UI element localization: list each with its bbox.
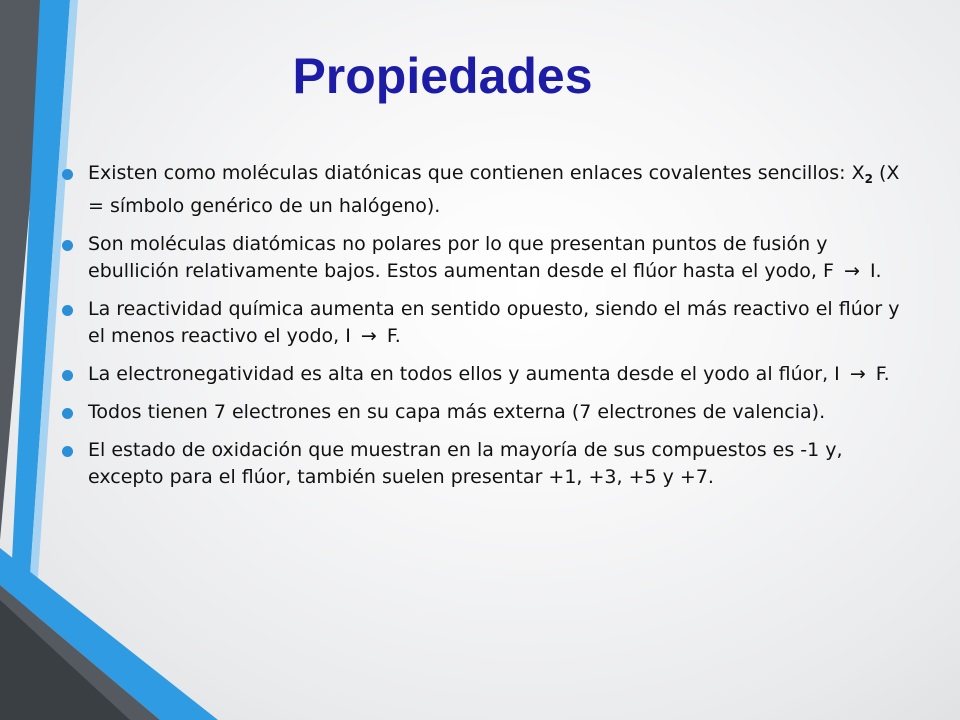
bullet-text: F. bbox=[875, 363, 890, 385]
slide-title: Propiedades bbox=[292, 48, 593, 104]
bullet-dot bbox=[62, 408, 73, 419]
bullet-item bbox=[62, 160, 912, 220]
bullet-item bbox=[62, 231, 912, 285]
bullet-dot bbox=[62, 240, 73, 251]
bullet-text: (X = símbolo genérico de un halógeno). bbox=[88, 162, 900, 217]
bullet-text: Son moléculas diatómicas no polares por lo que presentan puntos de fusión y ebullición relativamente bajos. Estos aumentan desde el flúor hasta el yodo, F bbox=[88, 233, 834, 282]
bullet-dot bbox=[62, 370, 73, 381]
bullet-text: I. bbox=[869, 260, 882, 282]
bullet-text: El estado de oxidación que muestran en la mayoría de sus compuestos es -1 y, excepto para el flúor, también suelen presentar +1, +3, +5 y +7. bbox=[88, 439, 843, 488]
bullet-dot bbox=[62, 446, 73, 457]
bullet-text: Existen como moléculas diatónicas que contienen enlaces covalentes sencillos: X bbox=[88, 162, 865, 184]
arrow-icon: → bbox=[843, 260, 860, 282]
bullet-text: F. bbox=[386, 325, 401, 347]
bullet-item bbox=[62, 437, 912, 491]
arrow-icon: → bbox=[360, 325, 377, 347]
bullet-text: Todos tienen 7 electrones en su capa más externa (7 electrones de valencia). bbox=[88, 401, 826, 423]
bullet-list bbox=[62, 160, 912, 502]
bullet-dot bbox=[62, 169, 73, 180]
bullet-text: La electronegatividad es alta en todos ellos y aumenta desde el yodo al flúor, I bbox=[88, 363, 840, 385]
bullet-dot bbox=[62, 305, 73, 316]
subscript: 2 bbox=[864, 172, 873, 186]
bullet-text: La reactividad química aumenta en sentido opuesto, siendo el más reactivo el flúor y el menos reactivo el yodo, I bbox=[88, 298, 900, 347]
arrow-icon: → bbox=[849, 363, 866, 385]
bullet-item bbox=[62, 296, 912, 350]
bullet-item bbox=[62, 361, 912, 388]
bullet-item bbox=[62, 399, 912, 426]
